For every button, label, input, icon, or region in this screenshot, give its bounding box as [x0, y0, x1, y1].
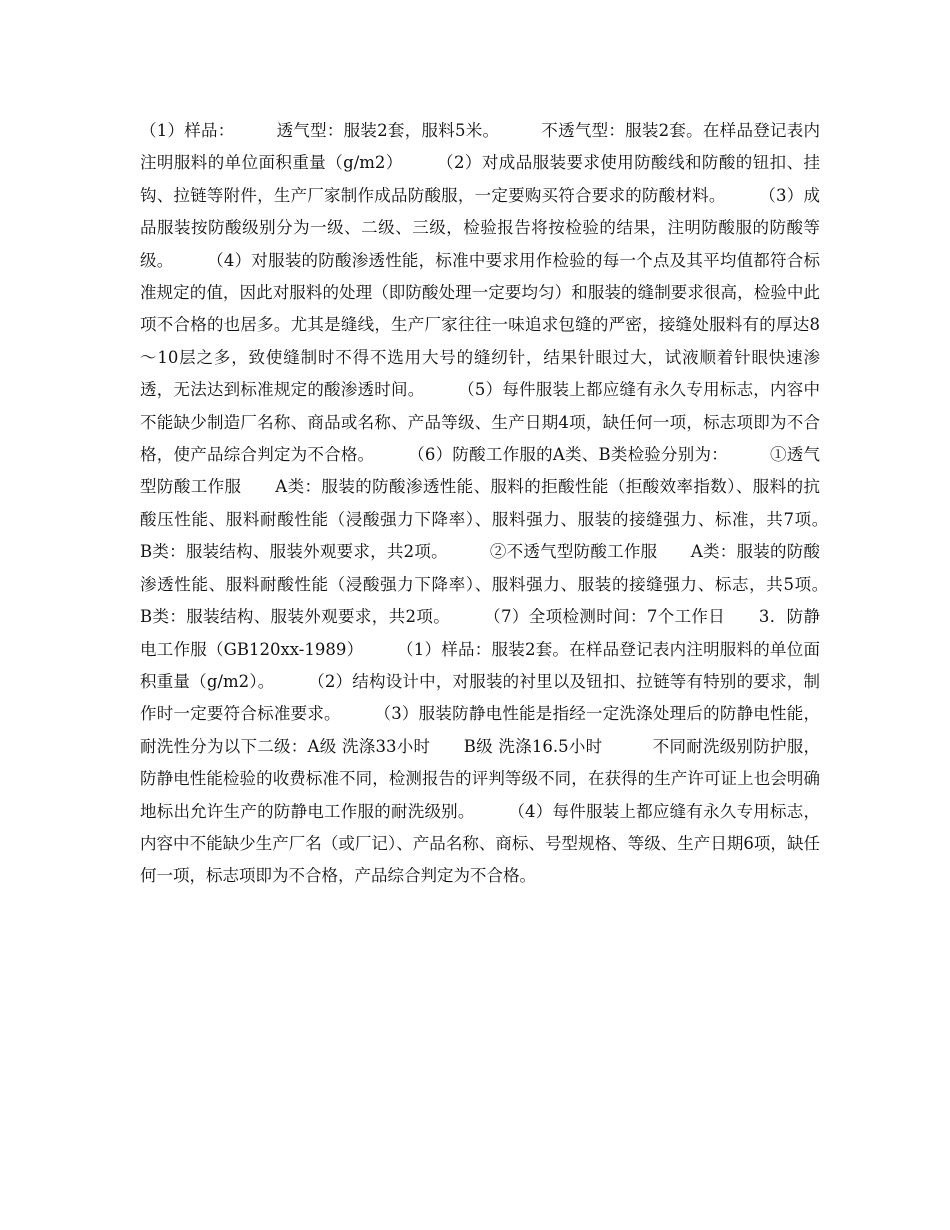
document-body-text: （1）样品： 透气型：服装2套，服料5米。 不透气型：服装2套。在样品登记表内注明服料的单位面积重量（g/m2） （2）对成品服装要求使用防酸线和防酸的钮扣、挂钩、拉链等附件，生产厂家制作成品防酸服，一定要购买符合要求的防酸材料。 （3）成品服装按防酸级别分为一级、二级、三级，检验报告将按检验的结果，注明防酸服的防酸等级。 （4）对服装的防酸渗透性能，标准中要求用作检验的每一个点及其平均值都符合标准规定的值，因此对服料的处理（即防酸处理一定要均匀）和服装的缝制要求很高，检验中此项不合格的也居多。尤其是缝线，生产厂家往往一味追求包缝的严密，接缝处服料有的厚达8～10层之多，致使缝制时不得不选用大号的缝纫针，结果针眼过大，试液顺着针眼快速渗透，无法达到标准规定的酸渗透时间。 （5）每件服装上都应缝有永久专用标志，内容中不能缺少制造厂名称、商品或名称、产品等级、生产日期4项，缺任何一项，标志项即为不合格，使产品综合判定为不合格。 （6）防酸工作服的A类、B类检验分别为： ①透气型防酸工作服 A类：服装的防酸渗透性能、服料的拒酸性能（拒酸效率指数）、服料的抗酸压性能、服料耐酸性能（浸酸强力下降率）、服料强力、服装的接缝强力、标准，共7项。 B类：服装结构、服装外观要求，共2项。 ②不透气型防酸工作服 A类：服装的防酸渗透性能、服料耐酸性能（浸酸强力下降率）、服料强力、服装的接缝强力、标志，共5项。 B类：服装结构、服装外观要求，共2项。 （7）全项检测时间：7个工作日 3．防静电工作服（GB120xx-1989） （1）样品：服装2套。在样品登记表内注明服料的单位面积重量（g/m2）。 （2）结构设计中，对服装的衬里以及钮扣、拉链等有特别的要求，制作时一定要符合标准要求。 （3）服装防静电性能是指经一定洗涤处理后的防静电性能，耐洗性分为以下二级：A级 洗涤33小时 B级 洗涤16.5小时 不同耐洗级别防护服，防静电性能检验的收费标准不同，检测报告的评判等级不同，在获得的生产许可证上也会明确地标出允许生产的防静电工作服的耐洗级别。 （4）每件服装上都应缝有永久专用标志，内容中不能缺少生产厂名（或厂记）、产品名称、商标、号型规格、等级、生产日期6项，缺任何一项，标志项即为不合格，产品综合判定为不合格。	[140, 121, 853, 886]
